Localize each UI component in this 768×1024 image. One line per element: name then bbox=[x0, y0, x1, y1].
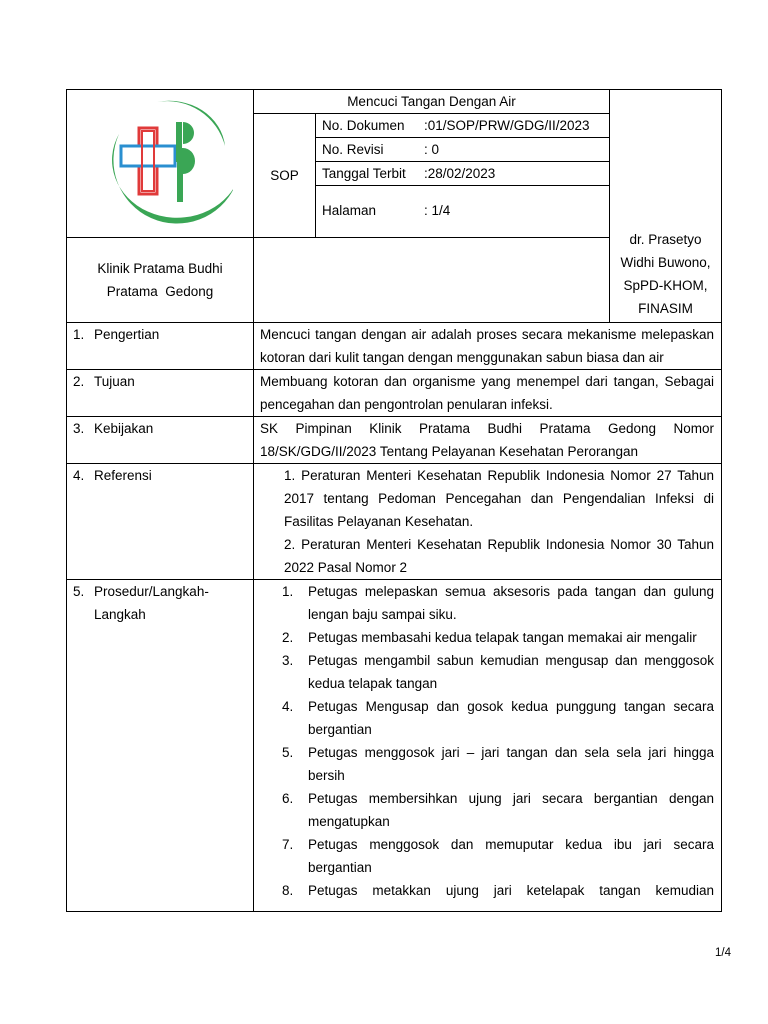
info-value: : 0 bbox=[424, 138, 609, 162]
reference-item bbox=[260, 533, 714, 579]
procedure-step bbox=[260, 879, 714, 902]
info-row bbox=[316, 186, 609, 237]
procedure-step bbox=[260, 695, 714, 741]
info-label: Tanggal Terbit bbox=[316, 162, 424, 186]
step-text: Petugas Mengusap dan gosok kedua punggung tangan secara bergantian bbox=[308, 699, 714, 737]
info-row bbox=[316, 114, 609, 138]
section-label bbox=[67, 323, 254, 370]
section-row-kebijakan bbox=[67, 417, 722, 464]
document-info-cell bbox=[316, 114, 610, 238]
reference-text: Peraturan Menteri Kesehatan Republik Indonesia Nomor 30 Tahun 2022 Pasal Nomor 2 bbox=[284, 537, 714, 575]
sop-table bbox=[66, 89, 722, 912]
step-number: 8. bbox=[282, 883, 294, 898]
section-content: SK Pimpinan Klinik Pratama Budhi Pratama Gedong Nomor 18/SK/GDG/II/2023 Tentang Pelayanan Kesehatan Perorangan bbox=[254, 417, 722, 464]
procedure-steps bbox=[260, 580, 714, 902]
clinic-name: Klinik Pratama Budhi bbox=[97, 261, 223, 276]
step-number: 6. bbox=[282, 791, 294, 806]
document-title: Mencuci Tangan Dengan Air bbox=[254, 90, 610, 114]
clinic-name-cell bbox=[67, 238, 254, 323]
procedure-step bbox=[260, 741, 714, 787]
info-label: No. Dokumen bbox=[316, 114, 424, 138]
section-content bbox=[254, 464, 722, 580]
step-text: Petugas mengambil sabun kemudian mengusap dan menggosok kedua telapak tangan bbox=[308, 653, 714, 691]
step-text: Petugas menggosok dan memuputar kedua ibu jari secara bergantian bbox=[308, 837, 714, 875]
section-content: Membuang kotoran dan organisme yang menempel dari tangan, Sebagai pencegahan dan pengontrolan penularan infeksi. bbox=[254, 370, 722, 417]
section-number: 2. bbox=[73, 374, 85, 389]
step-number: 5. bbox=[282, 745, 294, 760]
section-number: 3. bbox=[73, 421, 85, 436]
section-row-prosedur bbox=[67, 580, 722, 912]
step-text: Petugas menggosok jari – jari tangan dan sela sela jari hingga bersih bbox=[308, 745, 714, 783]
step-text: Petugas membersihkan ujung jari secara bergantian dengan mengatupkan bbox=[308, 791, 714, 829]
reference-item bbox=[260, 464, 714, 533]
page-number: 1/4 bbox=[715, 947, 731, 959]
section-row-tujuan bbox=[67, 370, 722, 417]
document-info-table bbox=[316, 114, 609, 236]
section-title-cont: Langkah bbox=[94, 607, 146, 622]
section-row-pengertian bbox=[67, 323, 722, 370]
section-title: Tujuan bbox=[94, 374, 135, 389]
reference-text: Peraturan Menteri Kesehatan Republik Indonesia Nomor 27 Tahun 2017 tentang Pedoman Pencegahan dan Pengendalian Infeksi di Fasilitas Pelayanan Kesehatan. bbox=[284, 468, 714, 529]
section-label bbox=[67, 417, 254, 464]
section-number: 4. bbox=[73, 468, 85, 483]
logo-cell bbox=[67, 90, 254, 238]
info-value: :28/02/2023 bbox=[424, 162, 609, 186]
clinic-logo bbox=[87, 90, 233, 230]
section-row-referensi bbox=[67, 464, 722, 580]
section-title: Prosedur/Langkah- bbox=[94, 584, 209, 599]
step-number: 2. bbox=[282, 630, 294, 645]
signatory-cell bbox=[610, 90, 722, 323]
empty-cell bbox=[254, 238, 610, 323]
section-label bbox=[67, 370, 254, 417]
step-text: Petugas membasahi kedua telapak tangan memakai air mengalir bbox=[308, 630, 697, 645]
info-value: :01/SOP/PRW/GDG/II/2023 bbox=[424, 114, 609, 138]
section-number: 1. bbox=[73, 327, 85, 342]
step-number: 1. bbox=[282, 584, 294, 599]
section-title: Referensi bbox=[94, 468, 152, 483]
reference-number: 1. bbox=[284, 468, 296, 483]
procedure-step bbox=[260, 580, 714, 626]
clinic-logo-icon bbox=[87, 90, 233, 230]
signatory-line: FINASIM bbox=[638, 301, 693, 316]
procedure-step bbox=[260, 833, 714, 879]
step-number: 3. bbox=[282, 653, 294, 668]
section-label bbox=[67, 580, 254, 912]
step-text: Petugas metakkan ujung jari ketelapak tangan kemudian bbox=[308, 883, 714, 898]
section-title: Pengertian bbox=[94, 327, 160, 342]
section-content: Mencuci tangan dengan air adalah proses secara mekanisme melepaskan kotoran dari kulit tangan dengan menggunakan sabun biasa dan air bbox=[254, 323, 722, 370]
step-number: 7. bbox=[282, 837, 294, 852]
step-number: 4. bbox=[282, 699, 294, 714]
section-content bbox=[254, 580, 722, 912]
section-title: Kebijakan bbox=[94, 421, 154, 436]
signatory-line: dr. Prasetyo bbox=[629, 232, 702, 247]
procedure-step bbox=[260, 626, 714, 649]
info-row bbox=[316, 138, 609, 162]
reference-number: 2. bbox=[284, 537, 296, 552]
section-label bbox=[67, 464, 254, 580]
section-number: 5. bbox=[73, 584, 85, 599]
procedure-step bbox=[260, 649, 714, 695]
sop-label: SOP bbox=[254, 114, 316, 238]
info-row bbox=[316, 162, 609, 186]
info-label: Halaman bbox=[322, 203, 377, 218]
info-value: : 1/4 bbox=[424, 203, 451, 218]
info-label: No. Revisi bbox=[316, 138, 424, 162]
signatory-line: SpPD-KHOM, bbox=[623, 278, 708, 293]
clinic-name: Pratama Gedong bbox=[106, 284, 214, 299]
signatory-line: Widhi Buwono, bbox=[620, 255, 711, 270]
procedure-step bbox=[260, 787, 714, 833]
step-text: Petugas melepaskan semua aksesoris pada tangan dan gulung lengan baju sampai siku. bbox=[308, 584, 714, 622]
